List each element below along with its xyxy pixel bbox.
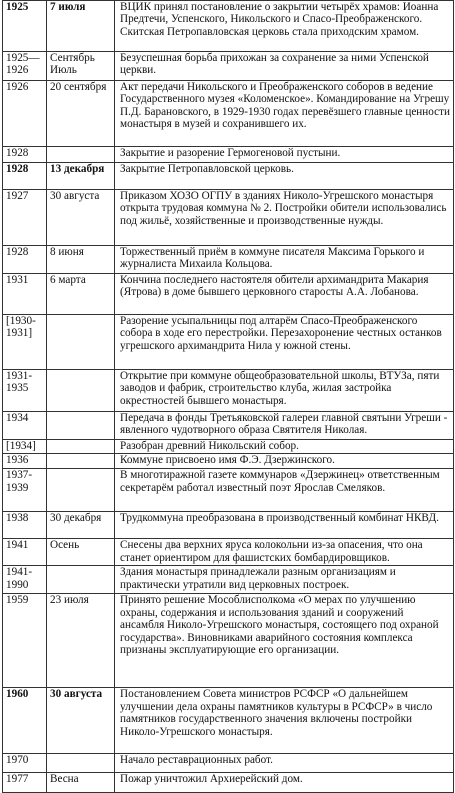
event-cell: В многотиражной газете коммунаров «Дзержинец» ответственным секретарём работал известный поэт Ярослав Смеляков. — [115, 469, 454, 512]
event-cell: Открытие при коммуне общеобразовательной школы, ВТУЗа, пяти заводов и фабрик, строительство клуба, жилая застройка окрестностей бывшего монастыря. — [115, 370, 454, 412]
date-cell — [47, 566, 115, 594]
table-row — [3, 454, 454, 469]
event-cell: ВЦИК принял постановление о закрытии четырёх храмов: Иоанна Предтечи, Успенского, Никольского и Спасо-Преображенского. Скитская Петропавловская церковь стала приходским храмом. — [115, 1, 454, 52]
table-row — [3, 539, 454, 566]
table-row — [3, 1, 454, 52]
year-cell: 1925 — [3, 1, 47, 52]
year-cell: 1941 — [3, 539, 47, 566]
table-row — [3, 773, 454, 793]
year-cell: 1928 — [3, 163, 47, 190]
date-cell: 30 августа — [47, 688, 115, 754]
event-cell: Постановлением Совета министров РСФСР «О дальнейшем улучшении дела охраны памятников культуры в РСФСР» в число памятников государственного значения включены постройки Николо-Угрешского монастыря. — [115, 688, 454, 754]
table-row — [3, 412, 454, 440]
date-cell: 6 марта — [47, 274, 115, 315]
table-row — [3, 440, 454, 454]
date-cell — [47, 754, 115, 773]
table-row — [3, 754, 454, 773]
event-cell: Акт передачи Никольского и Преображенского соборов в ведение Государственного музея «Коломенское». Командирование на Угрешу П.Д. Барановского, в 1929-1930 годах перевёзшего главные ценности монастыря в музей и сохранившего их. — [115, 81, 454, 147]
event-cell: Трудкоммуна преобразована в производственный комбинат НКВД. — [115, 512, 454, 539]
date-cell — [47, 147, 115, 163]
date-cell — [47, 370, 115, 412]
date-cell: 7 июля — [47, 1, 115, 52]
date-cell — [47, 315, 115, 370]
event-cell: Приказом ХОЗО ОГПУ в зданиях Николо-Угрешского монастыря открыта трудовая коммуна № 2. Постройки обители использовались под жильё, хозяйственные и производственные нужды. — [115, 190, 454, 246]
event-cell: Торжественный приём в коммуне писателя Максима Горького и журналиста Михаила Кольцова. — [115, 246, 454, 274]
table-row — [3, 512, 454, 539]
event-cell: Принято решение Мособлисполкома «О мерах по улучшению охраны, содержания и использования зданий и сооружений ансамбля Николо-Угрешского монастыря, состоящего под охраной государства». Виновниками аварийного состояния комплекса признаны эксплуатирующие его организации. — [115, 594, 454, 688]
year-cell: 1928 — [3, 246, 47, 274]
event-cell: Пожар уничтожил Архиерейский дом. — [115, 773, 454, 793]
year-cell: 1960 — [3, 688, 47, 754]
year-cell: 1934 — [3, 412, 47, 440]
event-cell: Безуспешная борьба прихожан за сохранение за ними Успенской церкви. — [115, 52, 454, 81]
year-cell: 1936 — [3, 454, 47, 469]
date-cell: Осень — [47, 539, 115, 566]
date-cell: Весна — [47, 773, 115, 793]
year-cell: 1925—1926 — [3, 52, 47, 81]
table-row — [3, 688, 454, 754]
table-row — [3, 81, 454, 147]
year-cell: 1928 — [3, 147, 47, 163]
year-cell: [1934] — [3, 440, 47, 454]
year-cell: 1926 — [3, 81, 47, 147]
date-cell — [47, 440, 115, 454]
event-cell: Разобран древний Никольский собор. — [115, 440, 454, 454]
year-cell: 1959 — [3, 594, 47, 688]
date-cell — [47, 469, 115, 512]
chronology-body — [3, 1, 454, 793]
table-row — [3, 246, 454, 274]
event-cell: Снесены два верхних яруса колокольни из-за опасения, что она станет ориентиром для фашистских бомбардировщиков. — [115, 539, 454, 566]
year-cell: 1927 — [3, 190, 47, 246]
table-row — [3, 594, 454, 688]
year-cell: 1931 — [3, 274, 47, 315]
date-cell: 23 июля — [47, 594, 115, 688]
table-row — [3, 315, 454, 370]
event-cell: Здания монастыря принадлежали разным организациям и практически утратили вид церковных построек. — [115, 566, 454, 594]
date-cell: Сентябрь Июль — [47, 52, 115, 81]
table-row — [3, 147, 454, 163]
year-cell: 1938 — [3, 512, 47, 539]
table-row — [3, 566, 454, 594]
year-cell: 1937-1939 — [3, 469, 47, 512]
date-cell — [47, 412, 115, 440]
table-row — [3, 52, 454, 81]
date-cell: 30 декабря — [47, 512, 115, 539]
event-cell: Закрытие и разорение Гермогеновой пустыни. — [115, 147, 454, 163]
event-cell: Передача в фонды Третьяковской галереи главной святыни Угреши - явленного чудотворного образа Святителя Николая. — [115, 412, 454, 440]
year-cell: 1931-1935 — [3, 370, 47, 412]
chronology-table — [2, 0, 454, 793]
date-cell: 30 августа — [47, 190, 115, 246]
table-row — [3, 163, 454, 190]
table-row — [3, 190, 454, 246]
year-cell: [1930-1931] — [3, 315, 47, 370]
date-cell: 13 декабря — [47, 163, 115, 190]
date-cell: 20 сентября — [47, 81, 115, 147]
table-row — [3, 274, 454, 315]
event-cell: Кончина последнего настоятеля обители архимандрита Макария (Ятрова) в доме бывшего церковного старосты А.А. Лобанова. — [115, 274, 454, 315]
date-cell — [47, 454, 115, 469]
table-row — [3, 370, 454, 412]
table-row — [3, 469, 454, 512]
event-cell: Разорение усыпальницы под алтарём Спасо-Преображенского собора в ходе его перестройки. Перезахоронение честных останков угрешского архимандрита Нила у южной стены. — [115, 315, 454, 370]
date-cell: 8 июня — [47, 246, 115, 274]
event-cell: Закрытие Петропавловской церковь. — [115, 163, 454, 190]
event-cell: Начало реставрационных работ. — [115, 754, 454, 773]
year-cell: 1941-1990 — [3, 566, 47, 594]
year-cell: 1977 — [3, 773, 47, 793]
year-cell: 1970 — [3, 754, 47, 773]
event-cell: Коммуне присвоено имя Ф.Э. Дзержинского. — [115, 454, 454, 469]
